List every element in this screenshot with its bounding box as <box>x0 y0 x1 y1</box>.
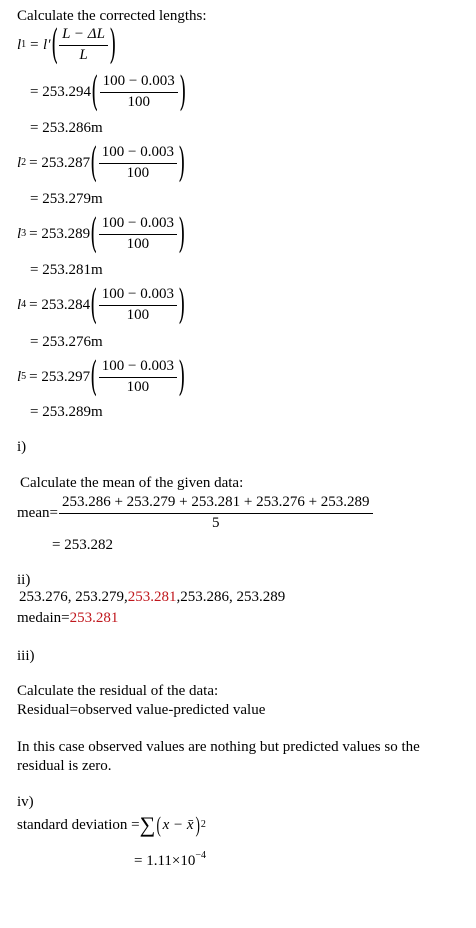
std-dev-result <box>134 851 206 869</box>
length-2-result: = 253.279m <box>30 191 103 207</box>
length-1-numerator: 100 − 0.003 <box>100 74 178 93</box>
right-paren: ) <box>178 211 186 257</box>
length-3-sub: 3 <box>21 228 27 239</box>
length-4-denominator: 100 <box>126 306 150 323</box>
std-dev-power: 2 <box>200 819 206 830</box>
length-1-result: = 253.286m <box>30 120 103 136</box>
length-3-measured: = 253.289 <box>29 225 91 242</box>
formula-fraction <box>59 27 108 64</box>
mean-formula <box>17 492 374 534</box>
length-2-numerator: 100 − 0.003 <box>99 145 177 164</box>
length-5-calc <box>17 354 186 400</box>
sorted-sequence <box>19 590 285 605</box>
median-label: medain= <box>17 610 70 626</box>
length-2-measured: = 253.287 <box>29 154 91 171</box>
length-5-denominator: 100 <box>126 378 150 395</box>
length-4-measured: = 253.284 <box>29 296 91 313</box>
length-5-sub: 5 <box>21 371 27 382</box>
left-paren: ( <box>90 282 98 328</box>
length-1-measured: = 253.294 <box>30 83 91 100</box>
length-5-numerator: 100 − 0.003 <box>99 359 177 378</box>
formula-sub: 1 <box>21 39 27 50</box>
length-4-symbol: l <box>17 296 22 313</box>
length-3-numerator: 100 − 0.003 <box>99 216 177 235</box>
part-i-intro: Calculate the mean of the given data: <box>20 475 244 491</box>
intro-text: Calculate the corrected lengths: <box>17 8 207 24</box>
length-4-numerator: 100 − 0.003 <box>99 287 177 306</box>
formula-eq: = l′ <box>29 36 51 53</box>
length-1-denominator: 100 <box>127 93 150 110</box>
std-dev-formula <box>17 812 206 838</box>
part-i-label: i) <box>17 439 27 455</box>
length-2-denominator: 100 <box>126 164 150 181</box>
left-paren: ( <box>50 22 58 68</box>
mean-label: mean= <box>17 504 58 521</box>
length-3-result: = 253.281m <box>30 262 103 278</box>
correction-formula <box>17 22 117 68</box>
residual-definition: Residual=observed value-predicted value <box>17 702 266 718</box>
length-3-denominator: 100 <box>126 235 150 252</box>
residual-intro: Calculate the residual of the data: <box>17 683 219 699</box>
left-paren: ( <box>90 140 98 186</box>
left-paren: ( <box>91 69 99 115</box>
length-5-symbol: l <box>17 368 22 385</box>
length-1-calc <box>30 69 187 115</box>
mean-denominator: 5 <box>212 514 220 531</box>
length-5-fraction <box>99 359 177 396</box>
left-paren: ( <box>156 812 162 837</box>
median-value: 253.281 <box>69 610 119 626</box>
length-3-fraction <box>99 216 177 253</box>
std-dev-result-base: = 1.11×10 <box>134 853 196 869</box>
length-3-symbol: l <box>17 225 22 242</box>
sequence-middle: 253.281 <box>127 589 177 605</box>
formula-numerator: L − ΔL <box>59 27 108 46</box>
mean-numerator: 253.286 + 253.279 + 253.281 + 253.276 + 253.289 <box>59 495 373 514</box>
part-iv-label: iv) <box>17 794 34 810</box>
length-4-calc <box>17 282 186 328</box>
right-paren: ) <box>178 282 186 328</box>
length-4-sub: 4 <box>21 299 27 310</box>
median-line <box>17 611 118 626</box>
length-5-result: = 253.289m <box>30 404 103 420</box>
length-2-calc <box>17 140 186 186</box>
sum-symbol: ∑ <box>139 812 156 837</box>
right-paren: ) <box>178 354 186 400</box>
std-dev-expression: x − x̄ <box>162 816 194 833</box>
right-paren: ) <box>109 22 117 68</box>
left-paren: ( <box>90 211 98 257</box>
length-5-measured: = 253.297 <box>29 368 91 385</box>
right-paren: ) <box>179 69 187 115</box>
formula-lhs: l <box>17 36 22 53</box>
part-ii-label: ii) <box>17 572 31 588</box>
mean-fraction <box>59 495 373 532</box>
right-paren: ) <box>195 812 200 837</box>
right-paren: ) <box>178 140 186 186</box>
residual-explanation-1: In this case observed values are nothing but predicted values so the <box>17 739 420 755</box>
std-dev-result-exponent: −4 <box>195 850 207 861</box>
length-2-fraction <box>99 145 177 182</box>
length-3-calc <box>17 211 186 257</box>
length-2-symbol: l <box>17 154 22 171</box>
std-dev-label: standard deviation = <box>17 816 140 833</box>
sequence-after: ,253.286, 253.289 <box>176 589 286 605</box>
residual-explanation-2: residual is zero. <box>17 758 112 774</box>
part-iii-label: iii) <box>17 648 35 664</box>
formula-denominator: L <box>79 46 88 63</box>
length-4-result: = 253.276m <box>30 334 103 350</box>
length-4-fraction <box>99 287 177 324</box>
mean-result: = 253.282 <box>52 537 113 553</box>
sequence-before: 253.276, 253.279, <box>19 589 128 605</box>
length-2-sub: 2 <box>21 157 27 168</box>
length-1-fraction <box>100 74 178 111</box>
left-paren: ( <box>90 354 98 400</box>
